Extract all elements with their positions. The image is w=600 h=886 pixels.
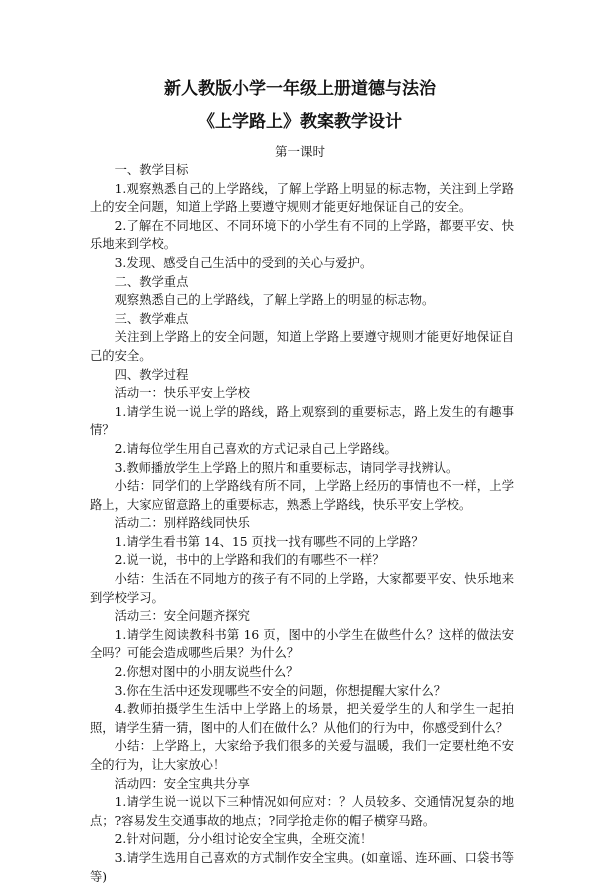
paragraph: 3.发现、感受自己生活中的受到的关心与爱护。 bbox=[114, 255, 373, 270]
paragraph: 1.请学生看书第 14、15 页找一找有哪些不同的上学路？ bbox=[114, 534, 424, 549]
document-subtitle-title: 《上学路上》教案教学设计 bbox=[198, 112, 402, 132]
paragraph: 活动一：快乐平安上学校 bbox=[114, 386, 250, 401]
paragraph: 2.请每位学生用自己喜欢的方式记录自己上学路线。 bbox=[114, 441, 397, 456]
paragraph: 三、教学难点 bbox=[114, 311, 189, 326]
paragraph: 观察熟悉自己的上学路线，了解上学路上的明显的标志物。 bbox=[114, 293, 435, 308]
paragraph: 活动三：安全问题齐探究 bbox=[114, 609, 250, 624]
paragraph: 2.了解在不同地区、不同环境下的小学生有不同的上学路，都要平安、快乐地来到学校。 bbox=[90, 218, 514, 252]
paragraph: 小结：上学路上，大家给予我们很多的关爱与温暖，我们一定要杜绝不安全的行为，让大家放心！ bbox=[90, 739, 514, 772]
paragraph: 1.请学生说一说上学的路线，路上观察到的重要标志，路上发生的有趣事情？ bbox=[90, 404, 514, 438]
paragraph: 活动四：安全宝典共分享 bbox=[114, 776, 250, 791]
paragraph: 1.观察熟悉自己的上学路线，了解上学路上明显的标志物，关注到上学路上的安全问题，知道上学路上要遵守规则才能更好地保证自己的安全。 bbox=[90, 181, 514, 215]
paragraph: 2.针对问题，分小组讨论安全宝典，全班交流！ bbox=[114, 832, 373, 847]
document-title: 新人教版小学一年级上册道德与法治 bbox=[164, 79, 436, 99]
paragraph: 关注到上学路上的安全问题，知道上学路上要遵守规则才能更好地保证自己的安全。 bbox=[90, 330, 514, 363]
paragraph: 1.请学生说一说以下三种情况如何应对：？人员较多、交通情况复杂的地点；?容易发生交通事故的地点；?同学抢走你的帽子横穿马路。 bbox=[90, 795, 514, 828]
paragraph: 3.教师播放学生上学路上的照片和重要标志，请同学寻找辨认。 bbox=[114, 460, 459, 475]
paragraph: 小结：同学们的上学路线有所不同，上学路上经历的事情也不一样，上学路上，大家应留意路上的重要标志，熟悉上学路线，快乐平安上学校。 bbox=[90, 479, 514, 512]
paragraph: 2.你想对图中的小朋友说些什么？ bbox=[114, 665, 299, 680]
paragraph: 3.你在生活中还发现哪些不安全的问题，你想提醒大家什么？ bbox=[114, 683, 447, 698]
paragraph: 四、教学过程 bbox=[114, 367, 189, 382]
paragraph: 1.请学生阅读教科书第 16 页，图中的小学生在做些什么？这样的做法安全吗？可能会造成哪些后果？为什么？ bbox=[90, 627, 514, 661]
paragraph: 一、教学目标 bbox=[114, 163, 189, 177]
paragraph: 4.教师拍摄学生生活中上学路上的场景，把关爱学生的人和学生一起拍照，请学生猜一猜，图中的人们在做什么？从他们的行为中，你感受到什么？ bbox=[90, 702, 514, 735]
paragraph: 3.请学生选用自己喜欢的方式制作安全宝典。(如童谣、连环画、口袋书等等) bbox=[90, 850, 514, 884]
document-body bbox=[90, 161, 514, 886]
paragraph: 2.说一说，书中的上学路和我们的有哪些不一样？ bbox=[114, 553, 385, 568]
lesson-label: 第一课时 bbox=[274, 144, 325, 159]
paragraph: 二、教学重点 bbox=[114, 274, 189, 289]
paragraph: 小结：生活在不同地方的孩子有不同的上学路，大家都要平安、快乐地来到学校学习。 bbox=[90, 572, 514, 605]
paragraph: 活动二：别样路线同快乐 bbox=[114, 516, 250, 531]
